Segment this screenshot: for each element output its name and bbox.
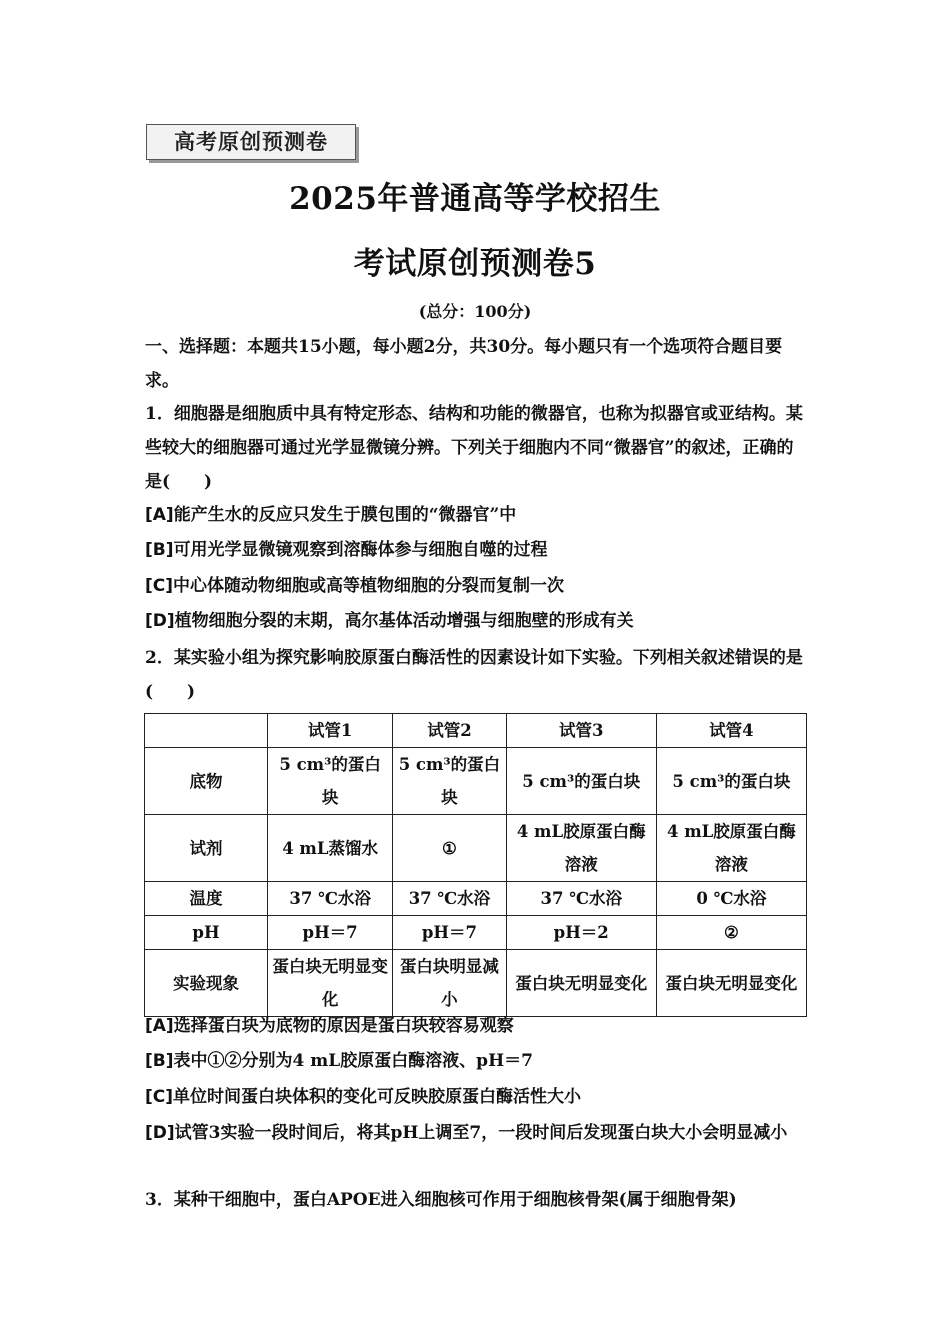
- section-desc: 本题共15小题，每小题2分，共30分。每小题只有一个选项符合题目要求。: [145, 337, 783, 391]
- table-cell: ①: [393, 815, 506, 882]
- question-2-stem: 2．某实验小组为探究影响胶原蛋白酶活性的因素设计如下实验。下列相关叙述错误的是( ): [145, 648, 803, 702]
- table-cell: 5 cm³的蛋白块: [506, 748, 656, 815]
- table-cell: 蛋白块无明显变化: [506, 950, 656, 1017]
- section-heading: 一、选择题：: [145, 337, 247, 357]
- exam-badge: 高考原创预测卷: [146, 124, 356, 160]
- table-cell: 5 cm³的蛋白块: [656, 748, 806, 815]
- table-row: [145, 815, 807, 882]
- table-header-cell: 试管3: [506, 714, 656, 748]
- table-cell: 试剂: [145, 815, 268, 882]
- table-cell: pH＝7: [393, 916, 506, 950]
- table-cell: 蛋白块无明显变化: [268, 950, 393, 1017]
- q1-option-d[interactable]: [D]植物细胞分裂的末期，高尔基体活动增强与细胞壁的形成有关: [145, 611, 634, 631]
- table-cell: 实验现象: [145, 950, 268, 1017]
- table-cell: pH＝7: [268, 916, 393, 950]
- table-header-row: [145, 714, 807, 748]
- q2-option-d[interactable]: [D]试管3实验一段时间后，将其pH上调至7，一段时间后发现蛋白块大小会明显减小: [145, 1123, 788, 1143]
- score-note: (总分：100分): [418, 302, 532, 321]
- question-1-stem: 1．细胞器是细胞质中具有特定形态、结构和功能的微器官，也称为拟器官或亚结构。某些较大的细胞器可通过光学显微镜分辨。下列关于细胞内不同“微器官”的叙述，正确的是( ): [145, 404, 803, 492]
- table-cell: 37 ℃水浴: [506, 882, 656, 916]
- q2-option-b[interactable]: [B]表中①②分别为4 mL胶原蛋白酶溶液、pH＝7: [145, 1051, 533, 1071]
- table-row: [145, 882, 807, 916]
- table-row: [145, 950, 807, 1017]
- table-cell: 4 mL胶原蛋白酶溶液: [506, 815, 656, 882]
- q1-option-c[interactable]: [C]中心体随动物细胞或高等植物细胞的分裂而复制一次: [145, 576, 565, 596]
- experiment-table: [144, 713, 807, 1017]
- table-cell: 4 mL蒸馏水: [268, 815, 393, 882]
- q2-option-c[interactable]: [C]单位时间蛋白块体积的变化可反映胶原蛋白酶活性大小: [145, 1087, 582, 1107]
- page-title-line2: 考试原创预测卷5: [353, 246, 597, 282]
- q1-option-b[interactable]: [B]可用光学显微镜观察到溶酶体参与细胞自噬的过程: [145, 540, 548, 560]
- table-header-cell: 试管2: [393, 714, 506, 748]
- table-cell: 4 mL胶原蛋白酶溶液: [656, 815, 806, 882]
- table-cell: pH＝2: [506, 916, 656, 950]
- table-cell: 37 ℃水浴: [268, 882, 393, 916]
- section-instructions: [145, 330, 810, 398]
- table-cell: pH: [145, 916, 268, 950]
- table-cell: ②: [656, 916, 806, 950]
- q1-option-a[interactable]: [A]能产生水的反应只发生于膜包围的“微器官”中: [145, 505, 517, 525]
- question-3-stem: 3．某种干细胞中，蛋白APOE进入细胞核可作用于细胞核骨架(属于细胞骨架): [145, 1190, 737, 1210]
- table-row: [145, 748, 807, 815]
- table-row: [145, 916, 807, 950]
- table-cell: 温度: [145, 882, 268, 916]
- table-cell: 0 ℃水浴: [656, 882, 806, 916]
- page-title-line1: 2025年普通高等学校招生: [289, 181, 661, 217]
- table-header-cell: [145, 714, 268, 748]
- table-cell: 蛋白块无明显变化: [656, 950, 806, 1017]
- table-cell: 37 ℃水浴: [393, 882, 506, 916]
- table-header-cell: 试管1: [268, 714, 393, 748]
- table-cell: 5 cm³的蛋白块: [393, 748, 506, 815]
- q2-option-a[interactable]: [A]选择蛋白块为底物的原因是蛋白块较容易观察: [145, 1016, 514, 1036]
- table-cell: 5 cm³的蛋白块: [268, 748, 393, 815]
- table-cell: 底物: [145, 748, 268, 815]
- table-header-cell: 试管4: [656, 714, 806, 748]
- table-cell: 蛋白块明显减小: [393, 950, 506, 1017]
